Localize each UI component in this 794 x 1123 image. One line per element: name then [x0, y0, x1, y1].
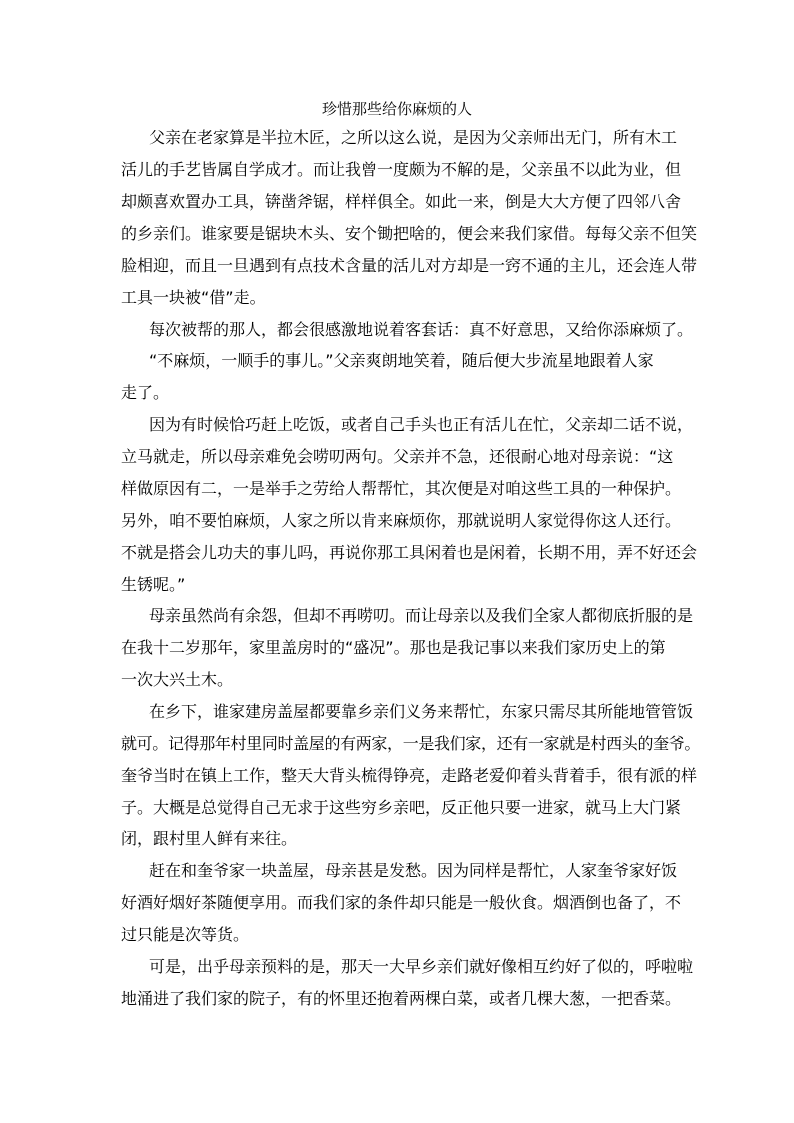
text-line: 地涌进了我们家的院子，有的怀里还抱着两棵白菜，或者几棵大葱，一把香菜。: [121, 989, 682, 1008]
text-line: 母亲虽然尚有余怨，但却不再唠叨。而让母亲以及我们全家人都彻底折服的是: [149, 606, 694, 625]
text-line: 闭，跟村里人鲜有来往。: [121, 829, 298, 848]
text-line: 赶在和奎爷家一块盖屋，母亲甚是发愁。因为同样是帮忙，人家奎爷家好饭: [149, 861, 678, 880]
text-line: 可是，出乎母亲预料的是，那天一大早乡亲们就好像相互约好了似的，呼啦啦: [149, 957, 694, 976]
text-line: 不就是搭会儿功夫的事儿吗，再说你那工具闲着也是闲着，长期不用，弄不好还会: [121, 543, 698, 562]
text-line: 活儿的手艺皆属自学成才。而让我曾一度颇为不解的是，父亲虽不以此为业，但: [121, 160, 682, 179]
text-line: 子。大概是总觉得自己无求于这些穷乡亲吧，反正他只要一进家，就马上大门紧: [121, 798, 682, 817]
text-line: 的乡亲们。谁家要是锯块木头、安个锄把啥的，便会来我们家借。每每父亲不但笑: [121, 224, 698, 243]
text-line: 样做原因有二，一是举手之劳给人帮帮忙，其次便是对咱这些工具的一种保护。: [121, 479, 682, 498]
text-line: 脸相迎，而且一旦遇到有点技术含量的活儿对方却是一窍不通的主儿，还会连人带: [121, 256, 698, 275]
text-line: 一次大兴土木。: [121, 670, 234, 689]
text-line: 另外，咱不要怕麻烦，人家之所以肯来麻烦你，那就说明人家觉得你这人还行。: [121, 511, 682, 530]
text-line: 每次被帮的那人，都会很感激地说着客套话：真不好意思，又给你添麻烦了。: [149, 320, 694, 339]
text-line: 在我十二岁那年，家里盖房时的“盛况”。那也是我记事以来我们家历史上的第: [121, 638, 666, 657]
text-line: 因为有时候恰巧赶上吃饭，或者自己手头也正有活儿在忙，父亲却二话不说，: [149, 415, 694, 434]
text-line: 奎爷当时在镇上工作，整天大背头梳得铮亮，走路老爱仰着头背着手，很有派的样: [121, 766, 698, 785]
text-line: 在乡下，谁家建房盖屋都要靠乡亲们义务来帮忙，东家只需尽其所能地管管饭: [149, 702, 694, 721]
text-line: 生锈呢。”: [121, 575, 186, 594]
article-title: 珍惜那些给你麻烦的人: [321, 100, 472, 118]
text-line: 却颇喜欢置办工具，锛凿斧锯，样样俱全。如此一来，倒是大大方便了四邻八舍: [121, 192, 682, 211]
text-line: 工具一块被“借”走。: [121, 288, 266, 307]
text-line: 父亲在老家算是半拉木匠，之所以这么说，是因为父亲师出无门，所有木工: [149, 128, 678, 147]
text-line: 过只能是次等货。: [121, 925, 250, 944]
text-line: 走了。: [121, 383, 170, 402]
text-line: 就可。记得那年村里同时盖屋的有两家，一是我们家，还有一家就是村西头的奎爷。: [121, 734, 701, 753]
text-line: 好酒好烟好茶随便享用。而我们家的条件却只能是一般伙食。烟酒倒也备了，不: [121, 893, 682, 912]
text-line: “不麻烦，一顺手的事儿。”父亲爽朗地笑着，随后便大步流星地跟着人家: [149, 351, 654, 370]
text-line: 立马就走，所以母亲难免会唠叨两句。父亲并不急，还很耐心地对母亲说：“这: [121, 447, 674, 466]
